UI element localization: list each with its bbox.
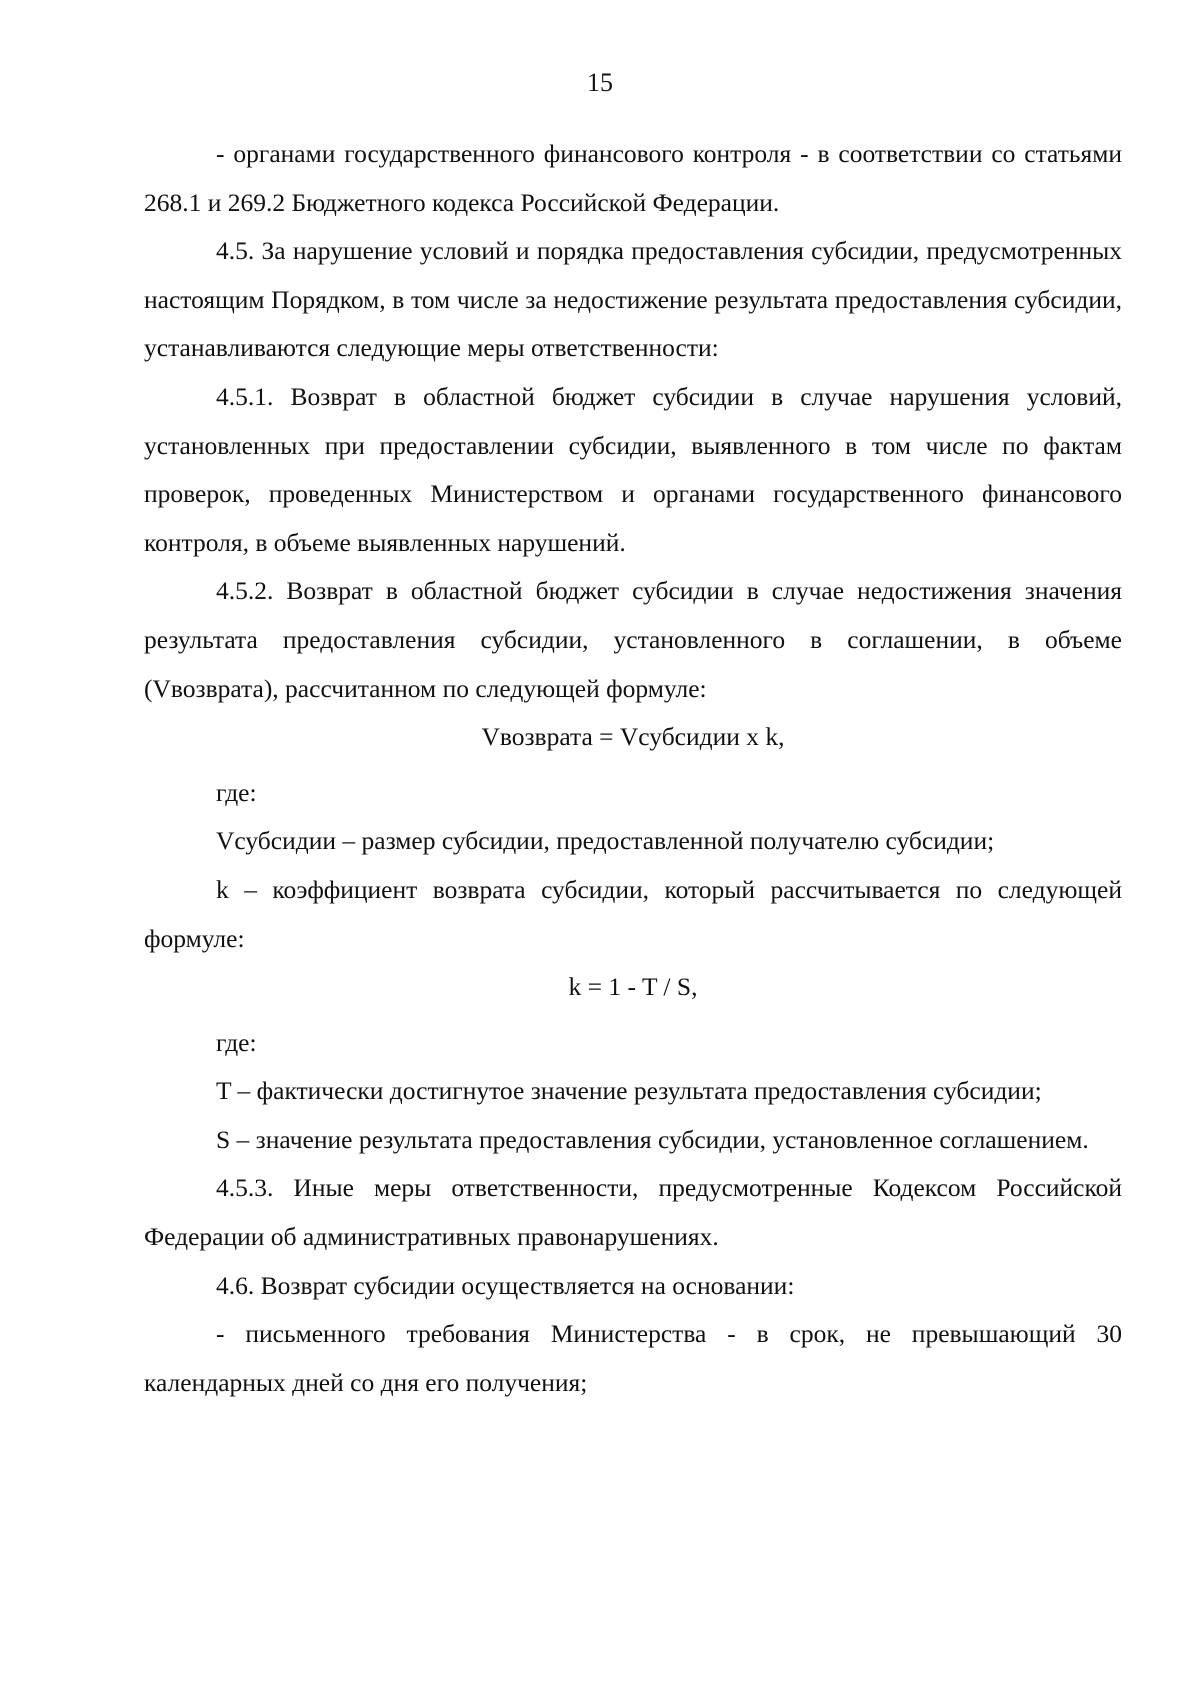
formula-return-volume: Vвозврата = Vсубсидии x k, (481, 722, 785, 752)
where-label: где: (216, 1027, 257, 1057)
definition-s: S – значение результата предоставления субсидии, установленное соглашением. (216, 1124, 1089, 1154)
formula-coefficient-k: k = 1 - T / S, (568, 972, 698, 1002)
paragraph-4-5-2: 4.5.2. Возврат в областной бюджет субсидии в случае недостижения значения результата предоставления субсидии, установленного в соглашении, в объеме (Vвозврата), рассчитанном по следующей формуле: (144, 576, 1122, 703)
paragraph-financial-control: - органами государственного финансового контроля - в соответствии со статьями 268.1 и 269.2 Бюджетного кодекса Российской Федерации. (144, 139, 1122, 217)
definition-k: k – коэффициент возврата субсидии, который рассчитывается по следующей формуле: (144, 874, 1122, 953)
paragraph-4-6: 4.6. Возврат субсидии осуществляется на основании: (216, 1270, 795, 1300)
where-label: где: (216, 777, 257, 807)
definition-t: T – фактически достигнутое значение результата предоставления субсидии; (216, 1076, 1042, 1106)
page-number: 15 (587, 68, 613, 97)
document-body (144, 130, 1122, 1407)
paragraph-4-5-3: 4.5.3. Иные меры ответственности, предусмотренные Кодексом Российской Федерации об административных правонарушениях. (144, 1173, 1122, 1252)
paragraph-4-5: 4.5. За нарушение условий и порядка предоставления субсидии, предусмотренных настоящим Порядком, в том числе за недостижение результата предоставления субсидии, устанавливаются следующие меры ответственности: (144, 236, 1122, 363)
paragraph-4-5-1: 4.5.1. Возврат в областной бюджет субсидии в случае нарушения условий, установленных при предоставлении субсидии, выявленного в том числе по фактам проверок, проведенных Министерством и органами государственного финансового контроля, в объеме выявленных нарушений. (144, 381, 1122, 557)
paragraph-written-demand: - письменного требования Министерства - в срок, не превышающий 30 календарных дней со дня его получения; (144, 1319, 1122, 1397)
definition-v-subsidy: Vсубсидии – размер субсидии, предоставленной получателю субсидии; (216, 826, 995, 856)
